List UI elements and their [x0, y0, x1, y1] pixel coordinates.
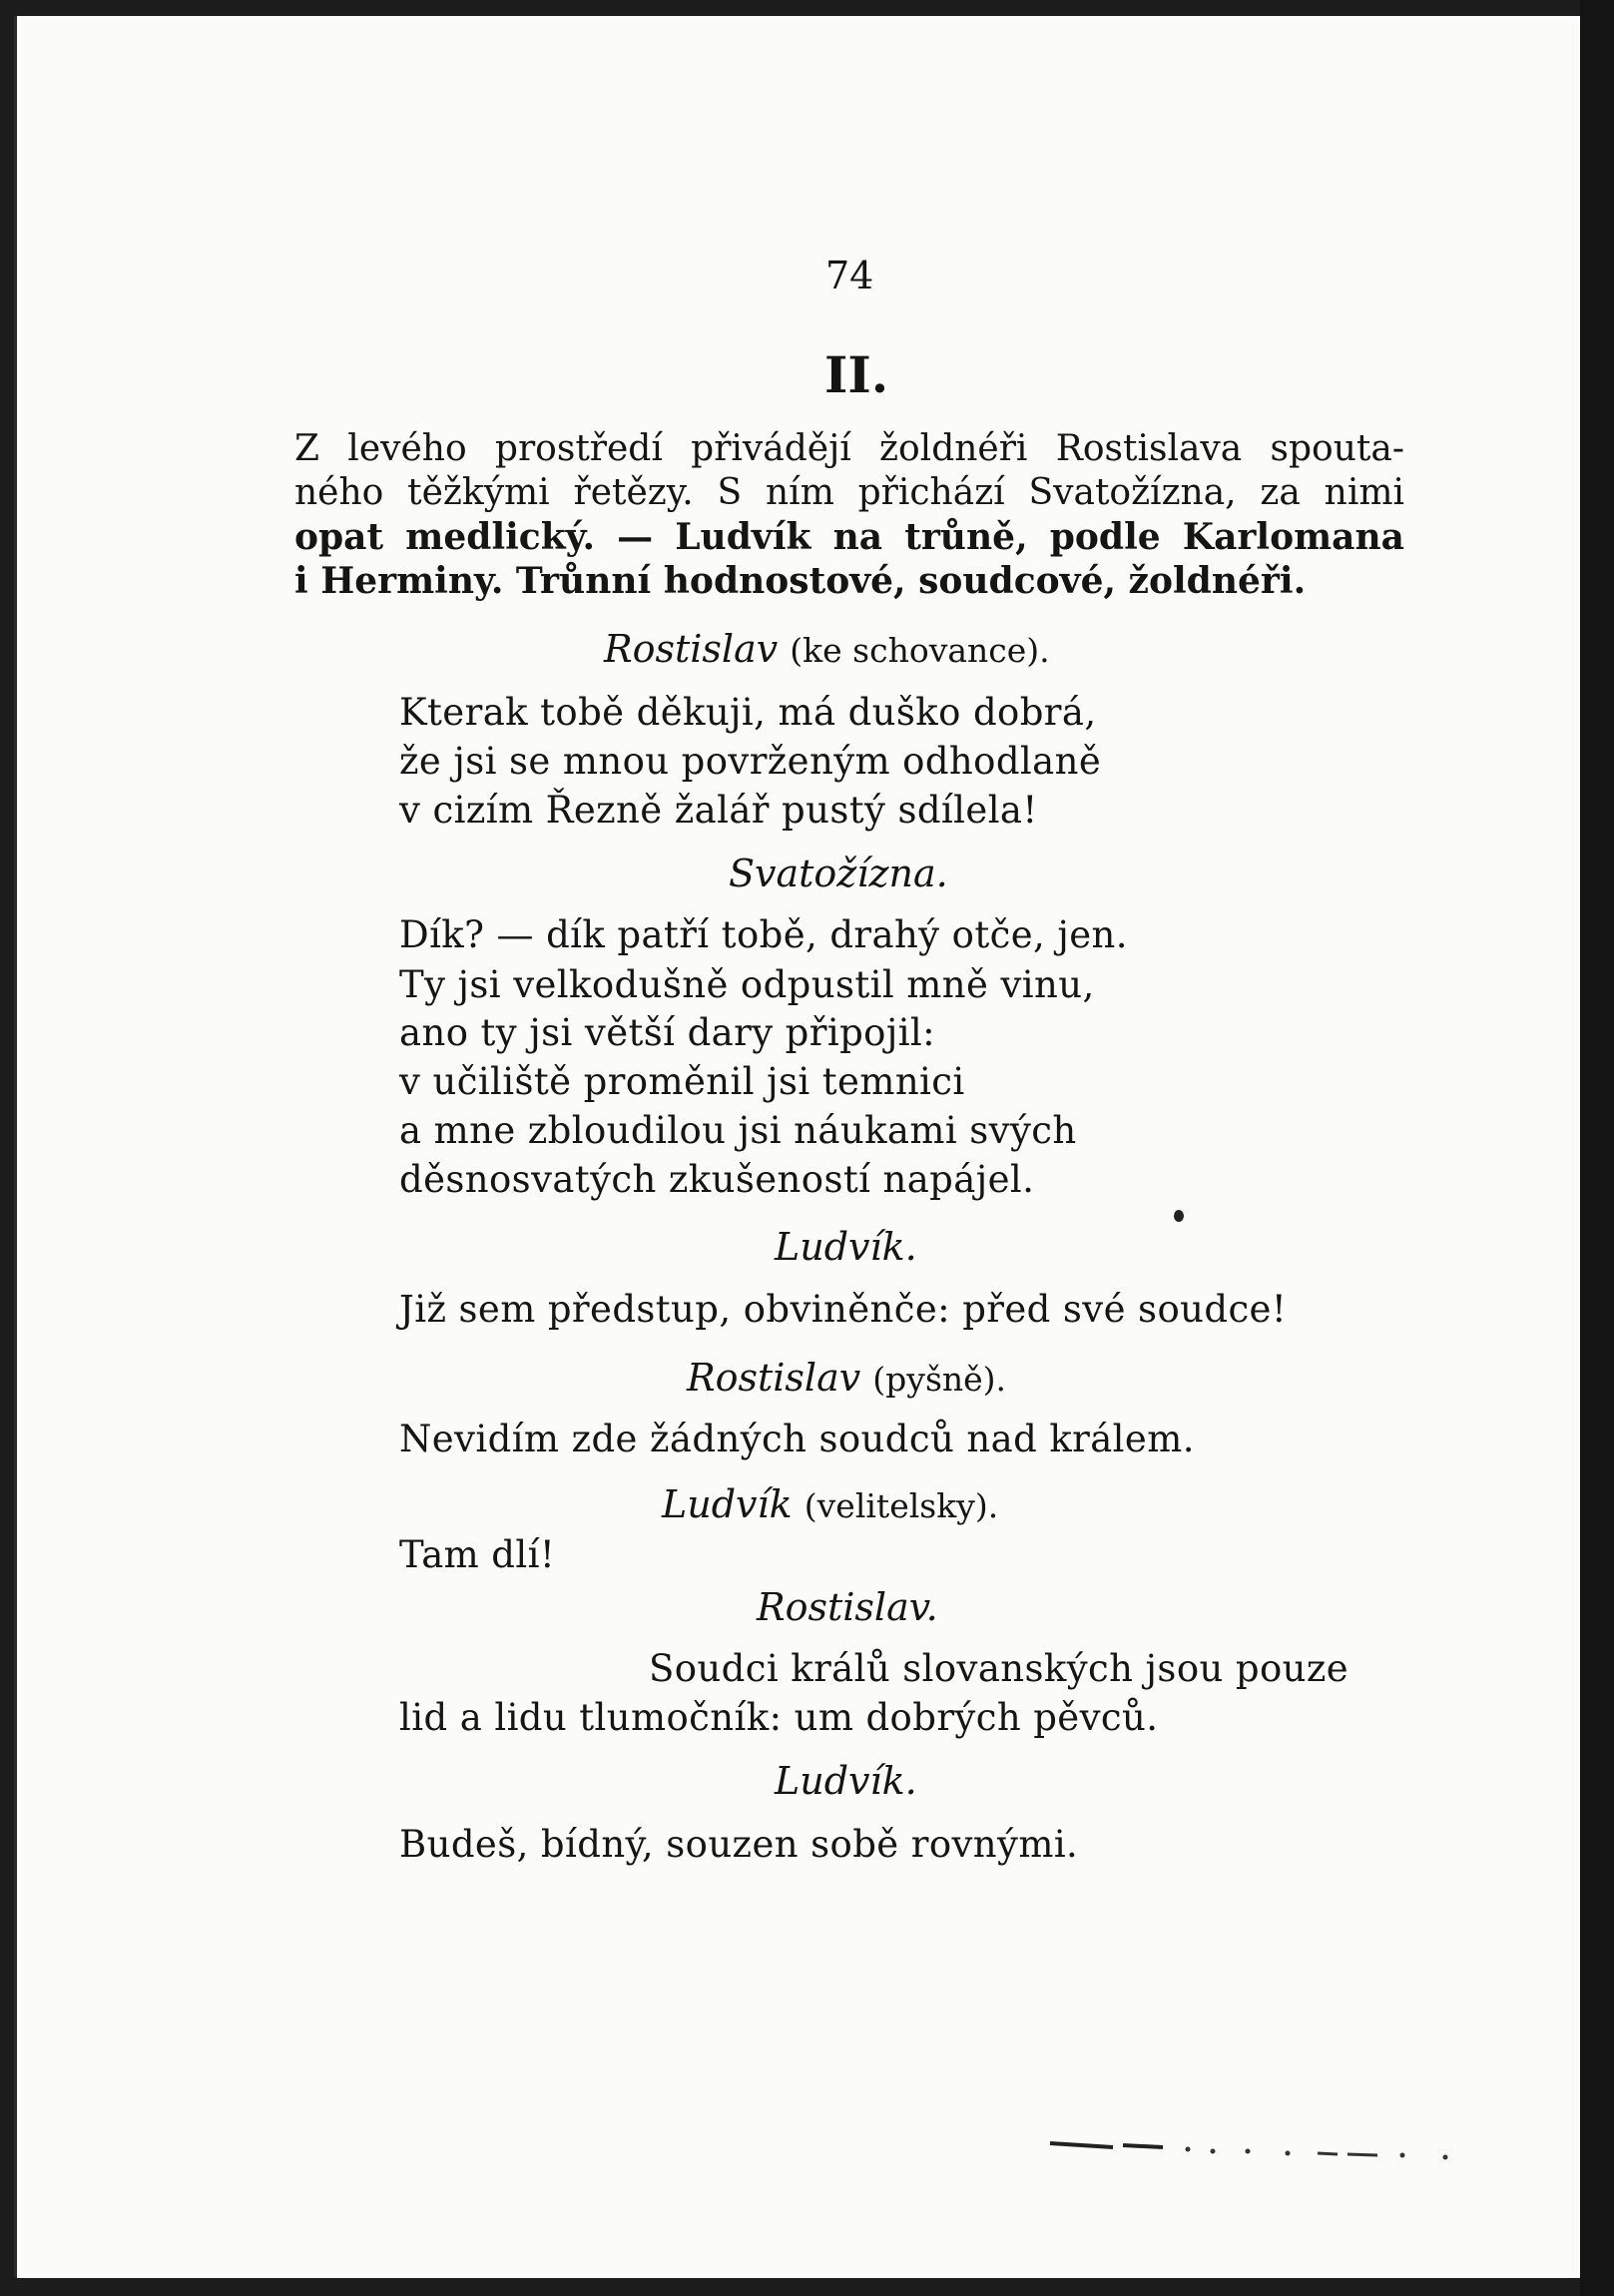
speaker-name: Rostislav — [604, 627, 779, 671]
verse-line: a mne zbloudilou jsi náukami svých — [399, 1109, 1077, 1152]
stage-direction — [294, 427, 1404, 603]
page-number: 74 — [825, 254, 874, 297]
stage-direction-line: Z levého prostředí přivádějí žoldnéři Rostislava spouta- — [294, 428, 1404, 469]
speaker-heading — [729, 852, 948, 895]
speaker-heading — [775, 1225, 917, 1269]
speaker-heading — [775, 1759, 917, 1803]
act-heading: II. — [824, 345, 889, 404]
verse-line: Tam dlí! — [399, 1533, 556, 1576]
verse-line: v učiliště proměnil jsi temnici — [399, 1060, 965, 1103]
stage-direction-line: i Herminy. Trůnní hodnostové, soudcové, žoldnéři. — [294, 560, 1307, 602]
verse-line: lid a lidu tlumočník: um dobrých pěvců. — [399, 1696, 1159, 1739]
speaker-name: Ludvík — [662, 1482, 793, 1526]
verse-line: Ty jsi velkodušně odpustil mně vinu, — [399, 963, 1095, 1006]
speaker-name: Rostislav. — [757, 1585, 938, 1629]
speaker-heading — [662, 1482, 998, 1526]
verse-line: v cizím Řezně žalář pustý sdílela! — [399, 789, 1038, 832]
verse-line: že jsi se mnou povrženým odhodlaně — [399, 740, 1102, 783]
stage-direction-line: opat medlický. — Ludvík na trůně, podle Karlomana — [294, 516, 1404, 558]
speaker-direction: (velitelsky). — [804, 1486, 999, 1525]
speaker-name: Svatožízna. — [729, 852, 948, 895]
stage-direction-line: ného těžkými řetězy. S ním přichází Svatožízna, za nimi — [294, 472, 1404, 513]
verse-line: Kterak tobě děkuji, má duško dobrá, — [399, 691, 1097, 734]
scan-border — [1580, 0, 1614, 2296]
speaker-heading — [757, 1585, 938, 1629]
verse-line: Již sem předstup, obviněnče: před své soudce! — [399, 1288, 1288, 1331]
scan-artifact-dashes — [1048, 2131, 1467, 2161]
verse-line: Nevidím zde žádných soudců nad králem. — [399, 1418, 1195, 1460]
verse-line: ano ty jsi větší dary připojil: — [399, 1011, 936, 1054]
speaker-heading — [687, 1356, 1006, 1400]
verse-line: děsnosvatých zkušeností napájel. — [399, 1158, 1035, 1201]
verse-line: Budeš, bídný, souzen sobě rovnými. — [399, 1823, 1079, 1866]
verse-line: Soudci králů slovanských jsou pouze — [649, 1647, 1349, 1690]
speaker-direction: (ke schovance). — [790, 631, 1050, 670]
speaker-direction: (pyšně). — [872, 1360, 1007, 1399]
speaker-name: Ludvík. — [775, 1225, 917, 1269]
speaker-name: Ludvík. — [775, 1759, 917, 1803]
speaker-name: Rostislav — [687, 1356, 861, 1400]
verse-line: Dík? — dík patří tobě, drahý otče, jen. — [399, 913, 1128, 956]
speaker-heading — [604, 627, 1050, 671]
ink-speck — [1174, 1210, 1184, 1222]
